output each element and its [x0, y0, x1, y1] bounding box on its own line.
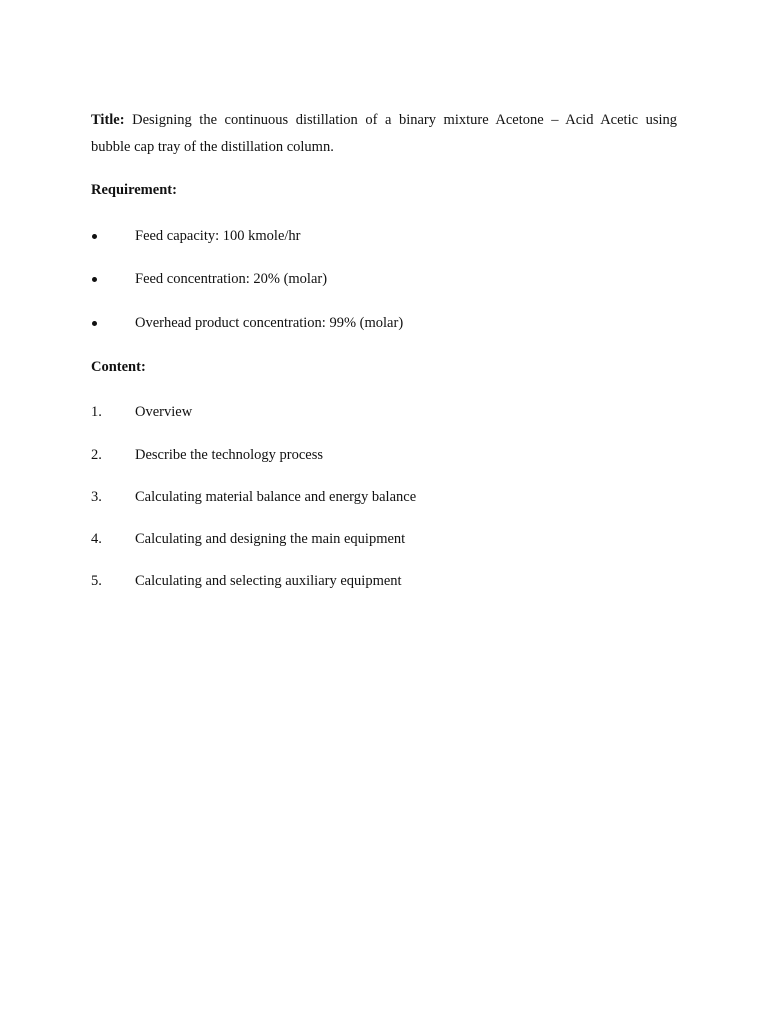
title-text-line-1: Designing the continuous distillation of a binary mixture Acetone – Acid Acetic using: [132, 112, 678, 128]
requirement-item: [91, 313, 677, 333]
requirement-text: Feed concentration: 20% (molar): [135, 271, 328, 287]
content-item-text: Describe the technology process: [135, 447, 324, 463]
content-item-text: Calculating material balance and energy balance: [135, 489, 417, 505]
content-item-number: 5.: [91, 573, 102, 589]
content-item: [91, 571, 677, 591]
title-text-line-2: bubble cap tray of the distillation column.: [91, 139, 334, 155]
requirement-text: Overhead product concentration: 99% (molar): [135, 315, 404, 331]
title-label: Title:: [91, 112, 125, 128]
requirement-heading: Requirement:: [91, 182, 177, 198]
bullet-icon: [92, 277, 97, 282]
title-paragraph: [91, 107, 677, 161]
content-item: [91, 487, 677, 507]
content-item-number: 4.: [91, 531, 102, 547]
content-item: [91, 402, 677, 422]
requirement-item: [91, 269, 677, 289]
requirement-item: [91, 226, 677, 246]
content-item-number: 2.: [91, 447, 102, 463]
content-item-text: Calculating and selecting auxiliary equipment: [135, 573, 402, 589]
content-item-text: Overview: [135, 404, 193, 420]
bullet-icon: [92, 234, 97, 239]
bullet-icon: [92, 321, 97, 326]
requirement-text: Feed capacity: 100 kmole/hr: [135, 228, 301, 244]
content-item-number: 3.: [91, 489, 102, 505]
content-item-text: Calculating and designing the main equipment: [135, 531, 406, 547]
content-item: [91, 529, 677, 549]
content-heading: Content:: [91, 359, 146, 375]
content-item: [91, 445, 677, 465]
title-line-1: [91, 107, 677, 134]
content-item-number: 1.: [91, 404, 102, 420]
